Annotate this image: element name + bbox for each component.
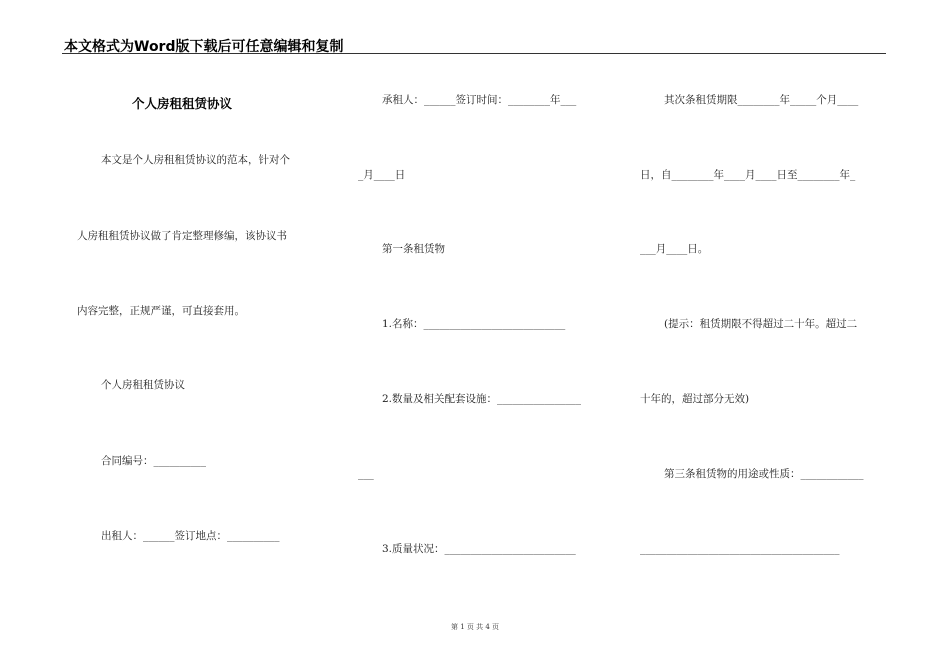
sign-date-continued: _月____日	[358, 169, 406, 181]
document-header-title: 本文格式为Word版下载后可任意编辑和复制	[64, 39, 344, 55]
document-title: 个人房租租赁协议	[132, 96, 233, 111]
lease-term-note-continued: 十年的，超过部分无效)	[640, 393, 750, 405]
lease-term-dates: 日，自________年____月____日至________年_	[640, 169, 856, 181]
quality-field: 3.质量状况：_________________________	[382, 543, 576, 555]
quantity-facilities-field: 2.数量及相关配套设施：________________	[382, 393, 582, 405]
intro-line-2: 人房租租赁协议做了肯定整理修编，该协议书	[77, 230, 287, 242]
intro-line-1: 本文是个人房租租赁协议的范本，针对个	[101, 154, 290, 166]
item-name-field: 1.名称：___________________________	[382, 318, 566, 330]
lessee-field: 承租人：______签订时间：________年___	[382, 94, 577, 106]
lease-term-end: ___月____日。	[640, 243, 709, 255]
agreement-heading: 个人房租租赁协议	[101, 379, 185, 391]
article-3-purpose: 第三条租赁物的用途或性质：____________	[664, 468, 864, 480]
intro-line-3: 内容完整，正规严谨，可直接套用。	[77, 305, 245, 317]
header-divider	[62, 53, 886, 54]
lessor-field: 出租人：______签订地点：__________	[101, 530, 280, 542]
purpose-blank-line: ______________________________________	[640, 543, 840, 555]
article-2-lease-term: 其次条租赁期限________年_____个月____	[664, 94, 859, 106]
contract-number-field: 合同编号：__________	[101, 455, 206, 467]
quantity-continued: ___	[358, 468, 374, 480]
article-1-heading: 第一条租赁物	[382, 243, 445, 255]
page-footer: 第 1 页 共 4 页	[450, 623, 500, 631]
lease-term-note: (提示：租赁期限不得超过二十年。超过二	[664, 318, 858, 330]
